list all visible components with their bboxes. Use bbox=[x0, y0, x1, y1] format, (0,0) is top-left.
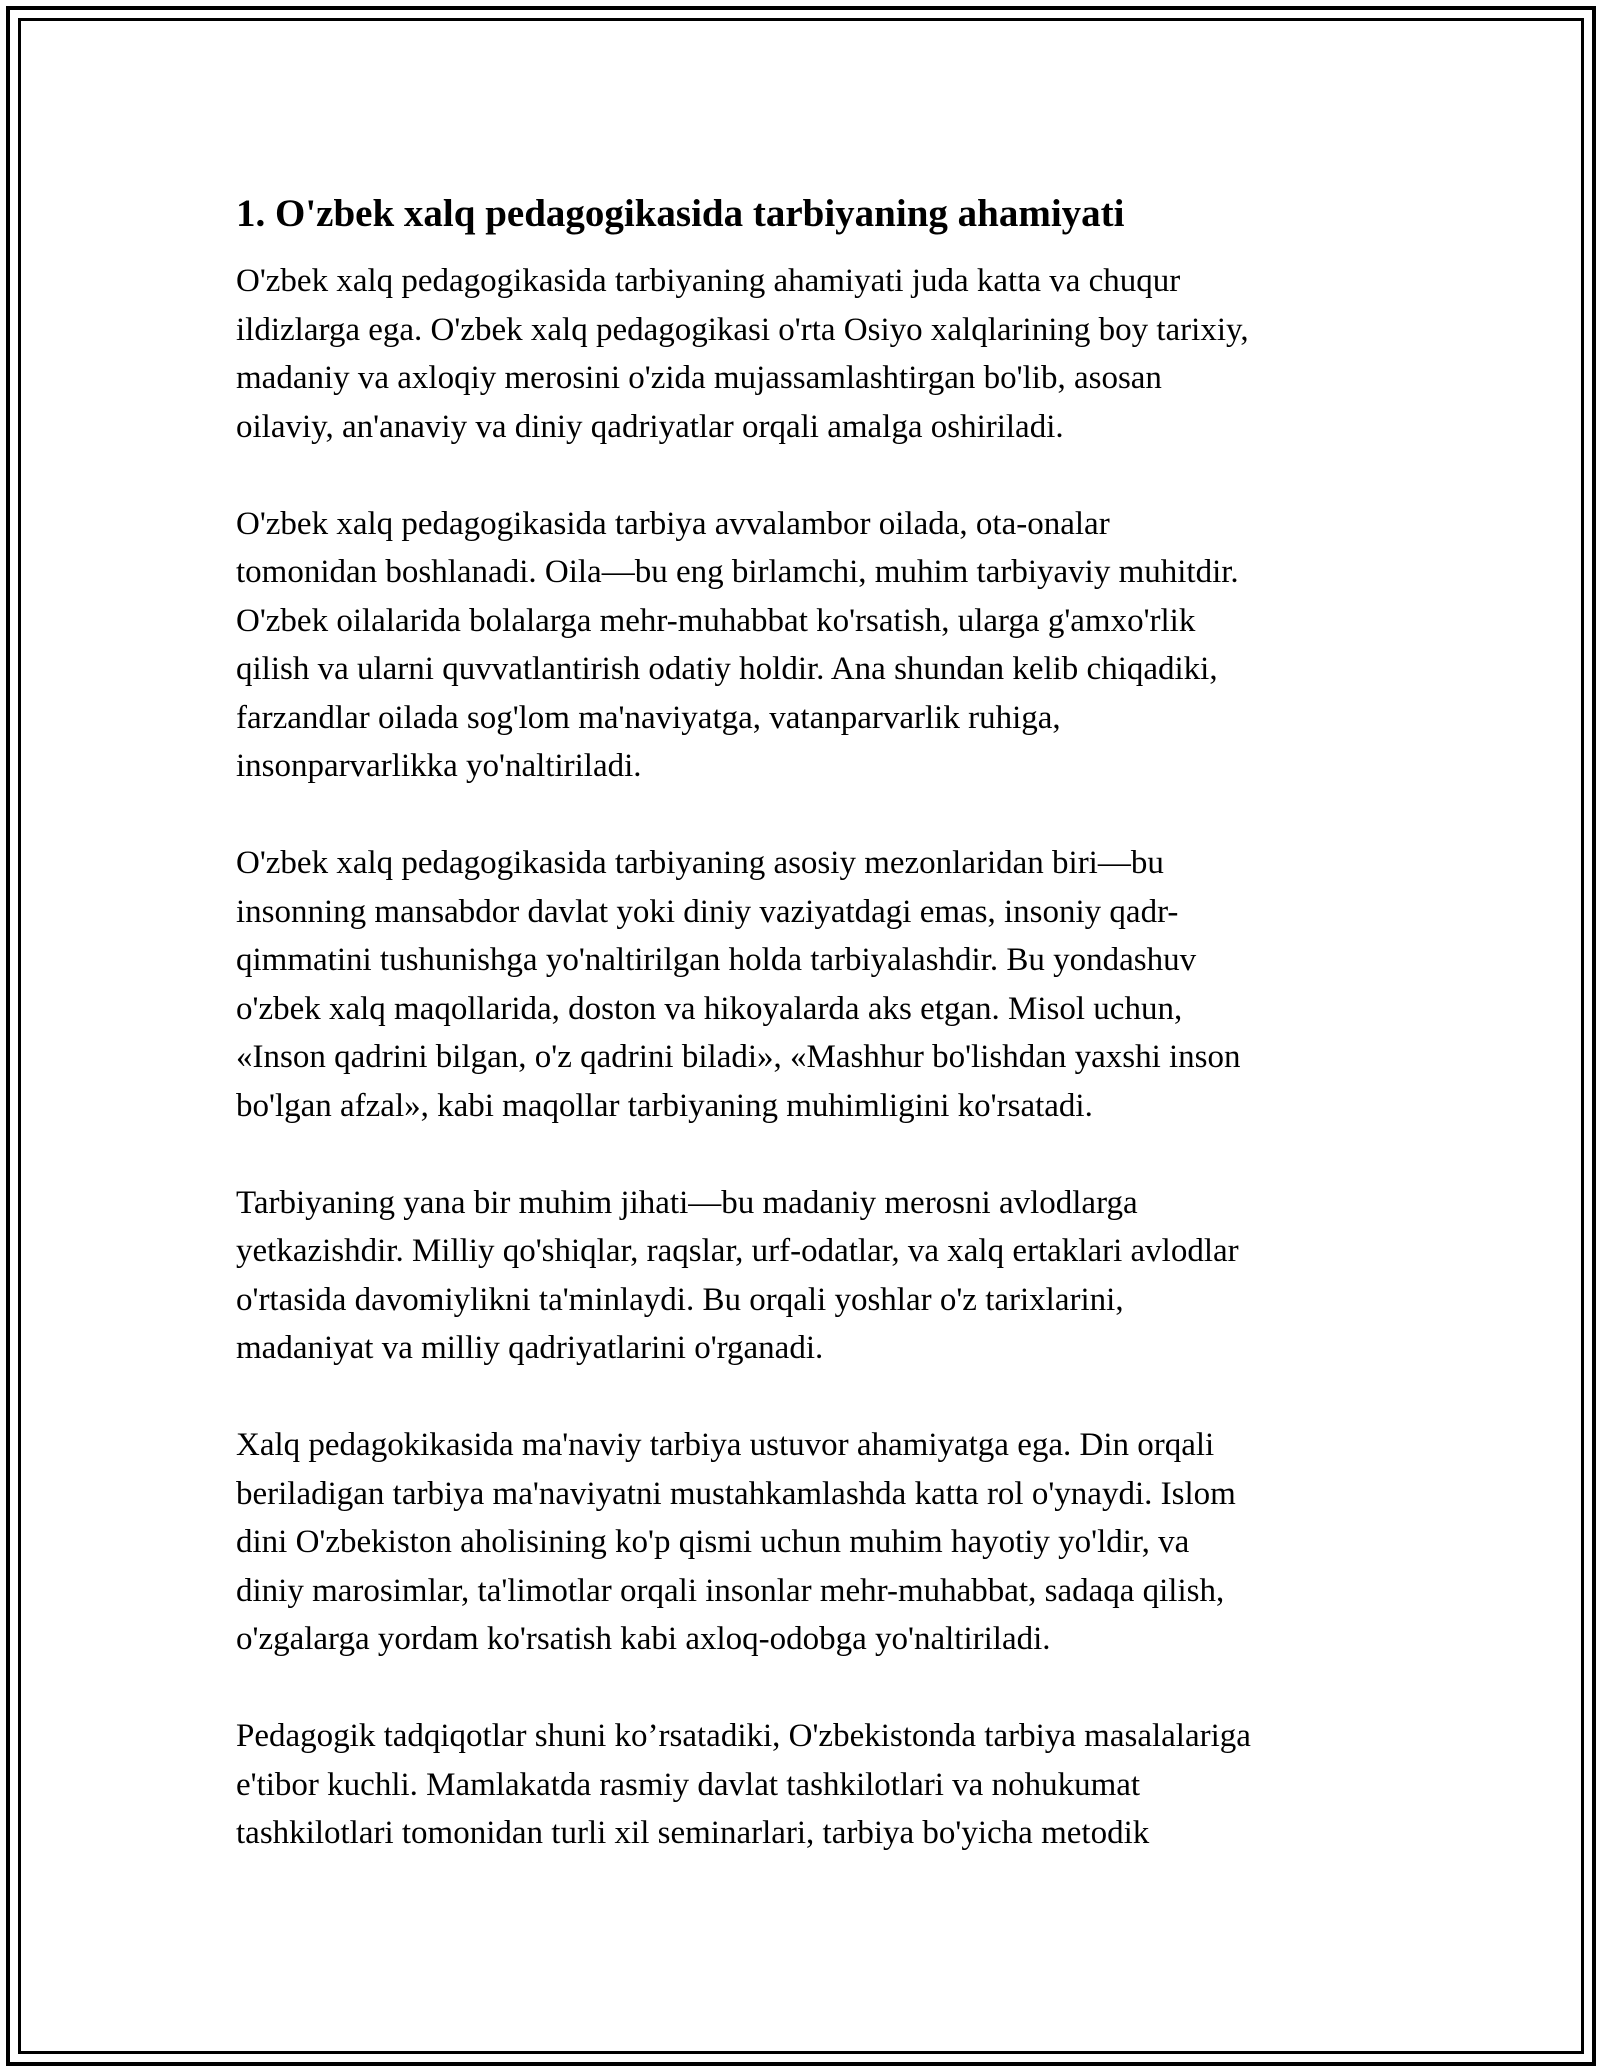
text-line: bo'lgan afzal», kabi maqollar tarbiyaning muhimligini ko'rsatadi. bbox=[236, 1087, 1093, 1124]
text-line: madaniyat va milliy qadriyatlarini o'rganadi. bbox=[236, 1330, 824, 1366]
section-heading: 1. O'zbek xalq pedagogikasida tarbiyaning ahamiyati bbox=[236, 192, 1125, 235]
text-line: o'zgalarga yordam ko'rsatish kabi axloq-odobga yo'naltiriladi. bbox=[236, 1621, 1051, 1657]
text-line: qilish va ularni quvvatlantirish odatiy holdir. Ana shundan kelib chiqadiki, bbox=[236, 651, 1218, 687]
text-line: Xalq pedagokikasida ma'naviy tarbiya ustuvor ahamiyatga ega. Din orqali bbox=[236, 1427, 1215, 1463]
paragraph-2 bbox=[236, 500, 1381, 791]
paragraph-3 bbox=[236, 839, 1381, 1130]
text-line: O'zbek xalq pedagogikasida tarbiya avvalambor oilada, ota-onalar bbox=[236, 505, 1110, 542]
text-line: o'zbek xalq maqollarida, doston va hikoyalarda aks etgan. Misol uchun, bbox=[236, 990, 1183, 1027]
text-line: farzandlar oilada sog'lom ma'naviyatga, vatanparvarlik ruhiga, bbox=[236, 699, 1061, 736]
text-line: oilaviy, an'anaviy va diniy qadriyatlar orqali amalga oshiriladi. bbox=[236, 408, 1064, 445]
text-line: insonning mansabdor davlat yoki diniy vaziyatdagi emas, insoniy qadr- bbox=[236, 893, 1179, 930]
paragraph-1 bbox=[236, 257, 1381, 451]
text-line: madaniy va axloqiy merosini o'zida mujassamlashtirgan bo'lib, asosan bbox=[236, 360, 1162, 396]
text-line: tomonidan boshlanadi. Oila—bu eng birlamchi, muhim tarbiyaviy muhitdir. bbox=[236, 554, 1239, 590]
paragraph-5 bbox=[236, 1421, 1381, 1664]
text-line: «Inson qadrini bilgan, o'z qadrini biladi», «Mashhur bo'lishdan yaxshi inson bbox=[236, 1039, 1241, 1075]
text-line: yetkazishdir. Milliy qo'shiqlar, raqslar, urf-odatlar, va xalq ertaklari avlodlar bbox=[236, 1233, 1239, 1269]
paragraph-6 bbox=[236, 1712, 1381, 1858]
text-line: o'rtasida davomiylikni ta'minlaydi. Bu orqali yoshlar o'z tarixlarini, bbox=[236, 1281, 1124, 1318]
text-line: Tarbiyaning yana bir muhim jihati—bu madaniy merosni avlodlarga bbox=[236, 1184, 1138, 1221]
text-line: ildizlarga ega. O'zbek xalq pedagogikasi o'rta Osiyo xalqlarining boy tarixiy, bbox=[236, 311, 1249, 348]
text-line: Pedagogik tadqiqotlar shuni ko’rsatadiki, O'zbekistonda tarbiya masalalariga bbox=[236, 1718, 1251, 1754]
text-line: diniy marosimlar, ta'limotlar orqali insonlar mehr-muhabbat, sadaqa qilish, bbox=[236, 1572, 1225, 1609]
text-line: O'zbek xalq pedagogikasida tarbiyaning asosiy mezonlaridan biri—bu bbox=[236, 845, 1164, 881]
text-line: dini O'zbekiston aholisining ko'p qismi uchun muhim hayotiy yo'ldir, va bbox=[236, 1524, 1190, 1560]
document-body bbox=[236, 187, 1381, 1906]
paragraph-4 bbox=[236, 1179, 1381, 1373]
text-line: O'zbek xalq pedagogikasida tarbiyaning ahamiyati juda katta va chuqur bbox=[236, 263, 1181, 299]
text-line: insonparvarlikka yo'naltiriladi. bbox=[236, 748, 642, 784]
text-line: tashkilotlari tomonidan turli xil seminarlari, tarbiya bo'yicha metodik bbox=[236, 1815, 1150, 1851]
text-line: O'zbek oilalarida bolalarga mehr-muhabbat ko'rsatish, ularga g'amxo'rlik bbox=[236, 602, 1196, 639]
text-line: qimmatini tushunishga yo'naltirilgan holda tarbiyalashdir. Bu yondashuv bbox=[236, 942, 1197, 978]
text-line: beriladigan tarbiya ma'naviyatni mustahkamlashda katta rol o'ynaydi. Islom bbox=[236, 1475, 1236, 1512]
text-line: e'tibor kuchli. Mamlakatda rasmiy davlat tashkilotlari va nohukumat bbox=[236, 1766, 1141, 1803]
